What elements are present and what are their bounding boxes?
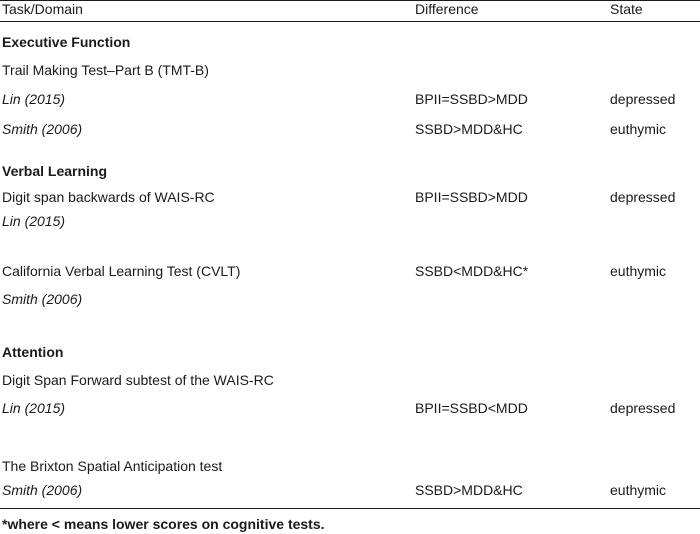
section-title-attention: Attention (2, 344, 64, 360)
section-title-executive-function: Executive Function (2, 34, 131, 50)
header-rule (0, 21, 700, 22)
table-row-citation: Smith (2006) (2, 121, 83, 137)
table-row-citation: Smith (2006) (2, 482, 83, 498)
table-row-state: depressed (610, 400, 676, 416)
table-row-task: Digit span backwards of WAIS-RC (2, 189, 215, 205)
table-row-state: euthymic (610, 121, 667, 137)
column-header-state: State (610, 1, 643, 17)
table-row-state: euthymic (610, 482, 667, 498)
table-row-difference: BPII=SSBD>MDD (415, 91, 528, 107)
table-row-citation: Lin (2015) (2, 213, 66, 229)
table-top-rule (0, 0, 700, 1)
table-row-citation: Lin (2015) (2, 400, 66, 416)
table-footnote: *where < means lower scores on cognitive tests. (2, 516, 325, 532)
table-row-citation: Smith (2006) (2, 291, 83, 307)
table-row-task: Trail Making Test–Part B (TMT-B) (2, 62, 209, 78)
table-bottom-rule (0, 508, 700, 509)
table-row-state: depressed (610, 189, 676, 205)
table-row-task: California Verbal Learning Test (CVLT) (2, 263, 241, 279)
table-row-difference: BPII=SSBD<MDD (415, 400, 528, 416)
table-row-difference: BPII=SSBD>MDD (415, 189, 528, 205)
table-row-state: depressed (610, 91, 676, 107)
table-row-citation: Lin (2015) (2, 91, 66, 107)
table-row-difference: SSBD>MDD&HC (415, 482, 523, 498)
table-row-difference: SSBD>MDD&HC (415, 121, 523, 137)
column-header-difference: Difference (415, 1, 479, 17)
column-header-task: Task/Domain (2, 1, 83, 17)
table-row-task: The Brixton Spatial Anticipation test (2, 458, 223, 474)
section-title-verbal-learning: Verbal Learning (2, 163, 108, 179)
table-row-task: Digit Span Forward subtest of the WAIS-RC (2, 372, 274, 388)
table-row-state: euthymic (610, 263, 667, 279)
table-row-difference: SSBD<MDD&HC* (415, 263, 529, 279)
